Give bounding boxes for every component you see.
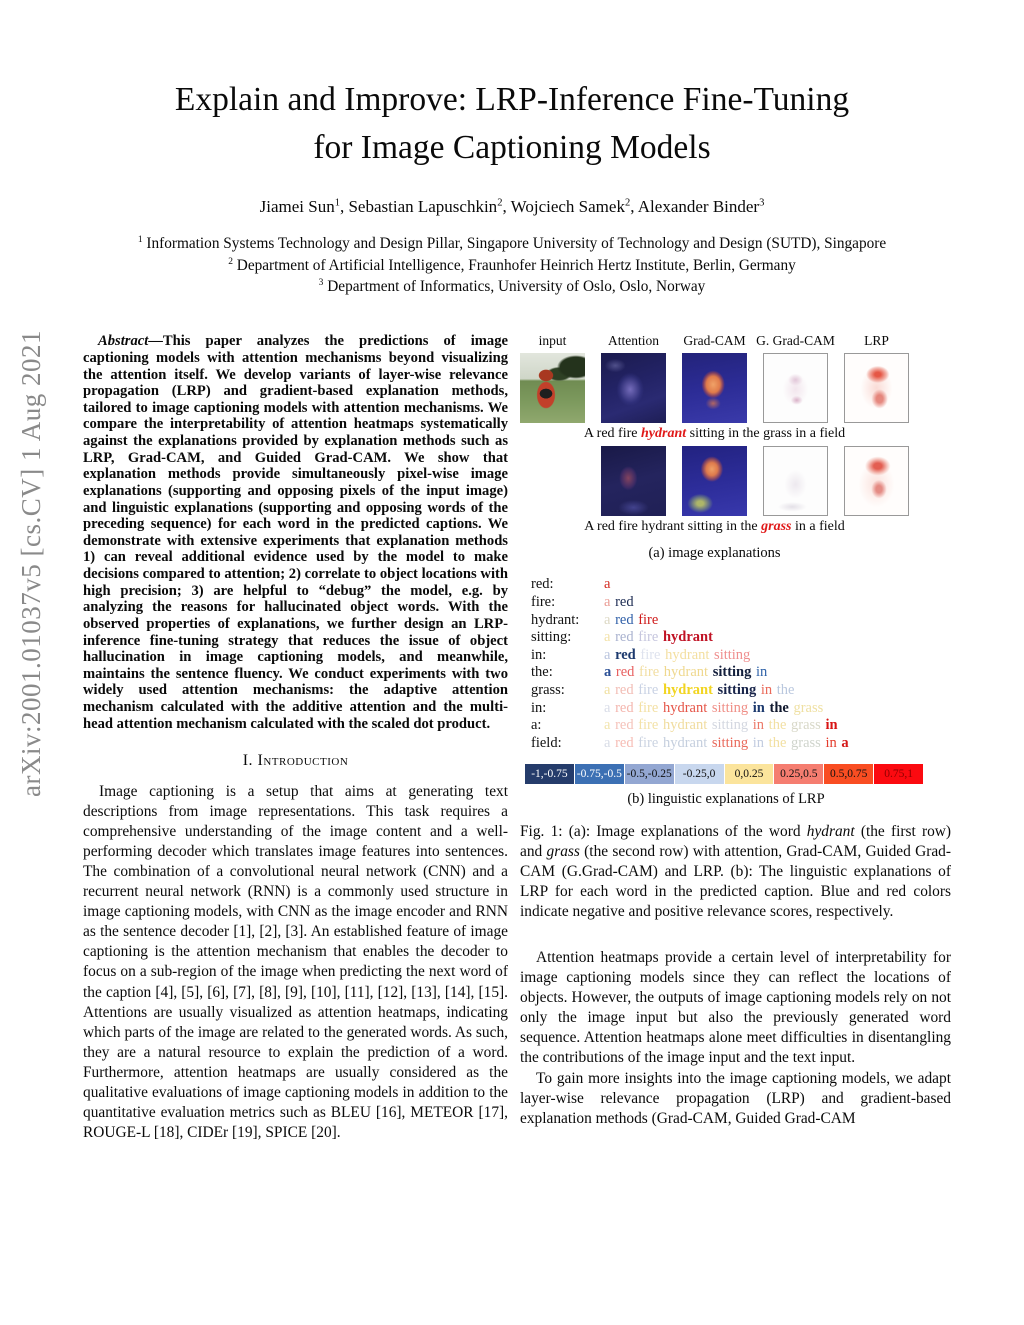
word-relevance-row (531, 682, 951, 700)
relevance-word: hydrant (665, 646, 710, 663)
colorbar-segment: -0.5,-0.25 (625, 764, 674, 784)
panel-label: LRP (864, 333, 889, 349)
text-segment: (the first row) and (520, 823, 951, 861)
text-segment: grass (761, 519, 792, 535)
relevance-word: hydrant (662, 717, 708, 734)
colorbar-segment: -0.25,0 (675, 764, 724, 784)
relevance-word: fire (638, 611, 659, 628)
author: Jiamei Sun$^1$ (259, 197, 340, 217)
colorbar-segment: -1,-0.75 (525, 764, 574, 784)
relevance-word: in (752, 699, 765, 716)
word-relevance-list (531, 576, 951, 752)
target-word-label: in: (531, 646, 547, 663)
text-segment: hydrant (806, 823, 855, 841)
relevance-word: the (776, 681, 795, 698)
text-segment: in a field (791, 519, 845, 535)
relevance-word: grass (791, 734, 821, 751)
relevance-word: red (615, 734, 634, 751)
subcaption-a: (a) image explanations (648, 545, 781, 562)
target-word-label: fire: (531, 593, 556, 610)
relevance-word: fire (638, 699, 659, 716)
target-word-label: red: (531, 576, 554, 593)
relevance-word: hydrant (662, 734, 708, 751)
relevance-word: sitting (711, 699, 749, 716)
relevance-words (604, 576, 611, 594)
relevance-word: sitting (717, 681, 757, 698)
colorbar-segment: 0.25,0.5 (774, 764, 823, 784)
relevance-word: red (615, 646, 636, 663)
abstract-label: Abstract (98, 333, 149, 350)
relevance-word: red (615, 593, 634, 610)
relevance-word: a (604, 734, 611, 751)
relevance-word: sitting (711, 734, 749, 751)
relevance-word: grass (791, 717, 821, 734)
word-relevance-row (531, 594, 951, 612)
author: Sebastian Lapuschkin$^2$ (348, 197, 503, 217)
relevance-word: sitting (714, 646, 751, 663)
relevance-words (604, 664, 768, 682)
relevance-word: in (752, 734, 765, 751)
figure-panel-gradcam (682, 353, 747, 423)
relevance-word: fire (638, 629, 659, 646)
relevance-words (604, 717, 839, 735)
author: Alexander Binder$^3$ (637, 197, 765, 217)
figure-row-hydrant (520, 353, 951, 423)
figure-1-caption (520, 822, 951, 922)
relevance-word: in (760, 681, 773, 698)
relevance-word: fire (638, 717, 659, 734)
relevance-words (604, 735, 850, 753)
author: Wojciech Samek$^2$ (510, 197, 631, 217)
text-segment: Fig. 1: (a): Image explanations of the word (520, 823, 807, 841)
word-relevance-row (531, 576, 951, 594)
figure-panel-gradcam (682, 446, 747, 516)
word-relevance-row (531, 629, 951, 647)
paper-title (0, 76, 1024, 171)
intro-paragraph: Image captioning is a setup that aims at generating text descriptions from image representations. This task requires a comprehensive understanding of the image content and a well-performing decoder which translates image features into sentences. The combination of a convolutional neural network (CNN) and a recurrent neural network (RNN) is a commonly used structure in image captioning models, with CNN as the image encoder and RNN as the sentence decoder [1], [2], [3]. An established feature of image captioning is the attention mechanism that enables the decoder to focus on a sub-region of the image when predicting the next word of the caption [4], [5], [6], [7], [8], [9], [10], [11], [12], [13], [14], [15]. Attentions are usually visualized as attention heatmaps, indicating which parts of the image are related to the generated words. As such, they are a natural resource to explain the prediction of a word. Furthermore, attention heatmaps are usually considered as the qualitative evaluations of image captioning models in addition to the quantitative evaluation metrics such as BLEU [16], METEOR [17], ROUGE-L [18], CIDEr [19], SPICE [20]. (83, 783, 508, 1141)
subcaption-b: (b) linguistic explanations of LRP (627, 791, 825, 808)
arxiv-watermark: arXiv:2001.01037v5 [cs.CV] 1 Aug 2021 (16, 330, 46, 797)
figure-panel-lrp (844, 353, 909, 423)
relevance-word: a (604, 664, 612, 681)
word-relevance-row (531, 700, 951, 718)
relevance-word: a (604, 646, 611, 663)
relevance-word: red (615, 611, 634, 628)
relevance-word: a (604, 681, 611, 698)
relevance-words (604, 612, 659, 630)
relevance-word: hydrant (662, 629, 713, 646)
relevance-word: hydrant (663, 664, 709, 681)
word-relevance-row (531, 647, 951, 665)
text-segment: hydrant (641, 426, 687, 442)
abstract (83, 333, 508, 732)
figure-panel-ggradcam (763, 353, 828, 423)
relevance-words (604, 700, 824, 718)
relevance-word: sitting (711, 717, 749, 734)
relevance-colorbar (525, 764, 923, 784)
relevance-words (604, 647, 751, 665)
target-word-label: sitting: (531, 629, 572, 646)
text-segment: grass (546, 843, 580, 861)
colorbar-segment: -0.75,-0.5 (575, 764, 624, 784)
section-heading-introduction: I. Introduction (242, 752, 349, 770)
relevance-word: the (768, 734, 787, 751)
relevance-word: red (615, 717, 634, 734)
relevance-word: in (755, 664, 768, 681)
word-relevance-row (531, 664, 951, 682)
target-word-label: a: (531, 717, 542, 734)
relevance-word: a (604, 629, 611, 646)
target-word-label: in: (531, 699, 547, 716)
relevance-word: in (825, 734, 837, 751)
relevance-word: the (768, 717, 787, 734)
figure-row-grass (601, 446, 951, 516)
figure-caption-grass (520, 519, 909, 535)
figure-panel-attention (601, 446, 666, 516)
relevance-word: the (769, 699, 789, 716)
panel-label: input (538, 333, 567, 349)
target-word-label: field: (531, 734, 562, 751)
target-word-label: grass: (531, 681, 565, 698)
relevance-word: grass (793, 699, 824, 716)
target-word-label: hydrant: (531, 611, 580, 628)
paper-title-line1: Explain and Improve: LRP-Inference Fine-Tuning (174, 81, 850, 118)
right-column (520, 333, 951, 1142)
target-word-label: the: (531, 664, 553, 681)
relevance-word: fire (639, 664, 660, 681)
panel-label: Attention (608, 333, 659, 349)
affiliations (0, 233, 1024, 297)
text-segment: A red fire hydrant sitting in the (584, 519, 762, 535)
relevance-word: red (615, 681, 634, 698)
figure-panel-labels (520, 333, 951, 349)
relevance-word: a (604, 699, 611, 716)
figure-panel-attention (601, 353, 666, 423)
relevance-word: a (841, 734, 849, 751)
relevance-word: a (604, 717, 611, 734)
relevance-word: red (615, 699, 634, 716)
relevance-word: a (604, 576, 611, 593)
affiliation: $^3$ Department of Informatics, University of Oslo, Oslo, Norway (318, 277, 706, 295)
paper-title-line2: for Image Captioning Models (313, 128, 711, 166)
relevance-word: hydrant (662, 699, 708, 716)
text-segment: A red fire (583, 426, 641, 442)
colorbar-segment: 0.5,0.75 (824, 764, 873, 784)
relevance-word: fire (638, 734, 659, 751)
word-relevance-row (531, 735, 951, 753)
relevance-word: in (752, 717, 765, 734)
right-paragraph-1: Attention heatmaps provide a certain level of interpretability for image captioning models since they can reflect the locations of objects. However, the outputs of image captioning models rely on not only the image input but also the previously generated word sequence. Attention heatmaps alone meet difficulties in disentangling the contributions of the image input and the text input. (520, 949, 951, 1067)
two-column-body (83, 333, 951, 1142)
authors-line: Jiamei Sun$^1$, Sebastian Lapuschkin$^2$, Wojciech Samek$^2$, Alexander Binder$^3$ (259, 197, 765, 217)
relevance-words (604, 594, 635, 612)
relevance-word: a (604, 611, 611, 628)
relevance-word: red (615, 629, 634, 646)
affiliation: $^2$ Department of Artificial Intelligence, Fraunhofer Heinrich Hertz Institute, Berlin, Germany (228, 256, 796, 274)
affiliation: $^1$ Information Systems Technology and Design Pillar, Singapore University of Technology and Design (SUTD), Singapore (137, 235, 887, 253)
text-segment: (the second row) with attention, Grad-CAM, Guided Grad-CAM (G.Grad-CAM) and LRP. (b): The linguistic explanations of LRP for each word in the predicted caption. Blue and red colors indicate negative and positive relevance scores, respectively. (520, 843, 951, 921)
relevance-word: fire (638, 681, 659, 698)
figure-caption-hydrant (520, 426, 909, 442)
relevance-word: in (825, 717, 838, 734)
figure-panel-input (520, 353, 585, 423)
relevance-word: hydrant (662, 681, 713, 698)
colorbar-segment: 0,0.25 (725, 764, 774, 784)
left-column (83, 333, 508, 1142)
colorbar-segment: 0.75,1 (874, 764, 923, 784)
relevance-word: sitting (712, 664, 752, 681)
text-segment: sitting in the grass in a field (686, 426, 846, 442)
abstract-text: —This paper analyzes the predictions of image captioning models with attention mechanisms beyond visualizing the attention itself. We develop variants of layer-wise relevance propagation (LRP) and gradient-based explanation methods, tailored to image captioning models with attention mechanisms. We compare the interpretability of attention heatmaps systematically against the explanations provided by explanation methods such as LRP, Grad-CAM, and Guided Grad-CAM. We show that explanation methods provide simultaneously pixel-wise image explanations (supporting and opposing pixels of the input image) and linguistic explanations (supporting and opposing words of the preceding sequence) for each word in the predicted captions. We demonstrate with extensive experiments that explanation methods 1) can reveal additional evidence used by the model to make decisions compared to attention; 2) correlate to object locations with high precision; 3) are helpful to “debug” the model, e.g. by analyzing the reasons for hallucinated object words. With the observed properties of explanations, we further design an LRP-inference fine-tuning strategy that reduces the issue of object hallucination in image captioning models, and meanwhile, maintains the sentence fluency. We conduct experiments with two widely used attention mechanisms: the adaptive attention mechanism calculated with the additive attention and the multi-head attention mechanism calculated with the scaled dot product. (83, 333, 508, 732)
relevance-word: red (615, 664, 635, 681)
figure-1 (520, 333, 951, 922)
word-relevance-row (531, 717, 951, 735)
word-relevance-row (531, 612, 951, 630)
relevance-word: a (604, 593, 611, 610)
relevance-words (604, 682, 795, 700)
figure-panel-lrp (844, 446, 909, 516)
right-paragraph-2: To gain more insights into the image captioning models, we adapt layer-wise relevance propagation (LRP) and gradient-based explanation methods (Grad-CAM, Guided Grad-CAM (520, 1070, 951, 1128)
relevance-word: fire (640, 646, 661, 663)
figure-panel-ggradcam (763, 446, 828, 516)
panel-label: G. Grad-CAM (756, 333, 835, 349)
relevance-words (604, 629, 714, 647)
panel-label: Grad-CAM (683, 333, 746, 349)
